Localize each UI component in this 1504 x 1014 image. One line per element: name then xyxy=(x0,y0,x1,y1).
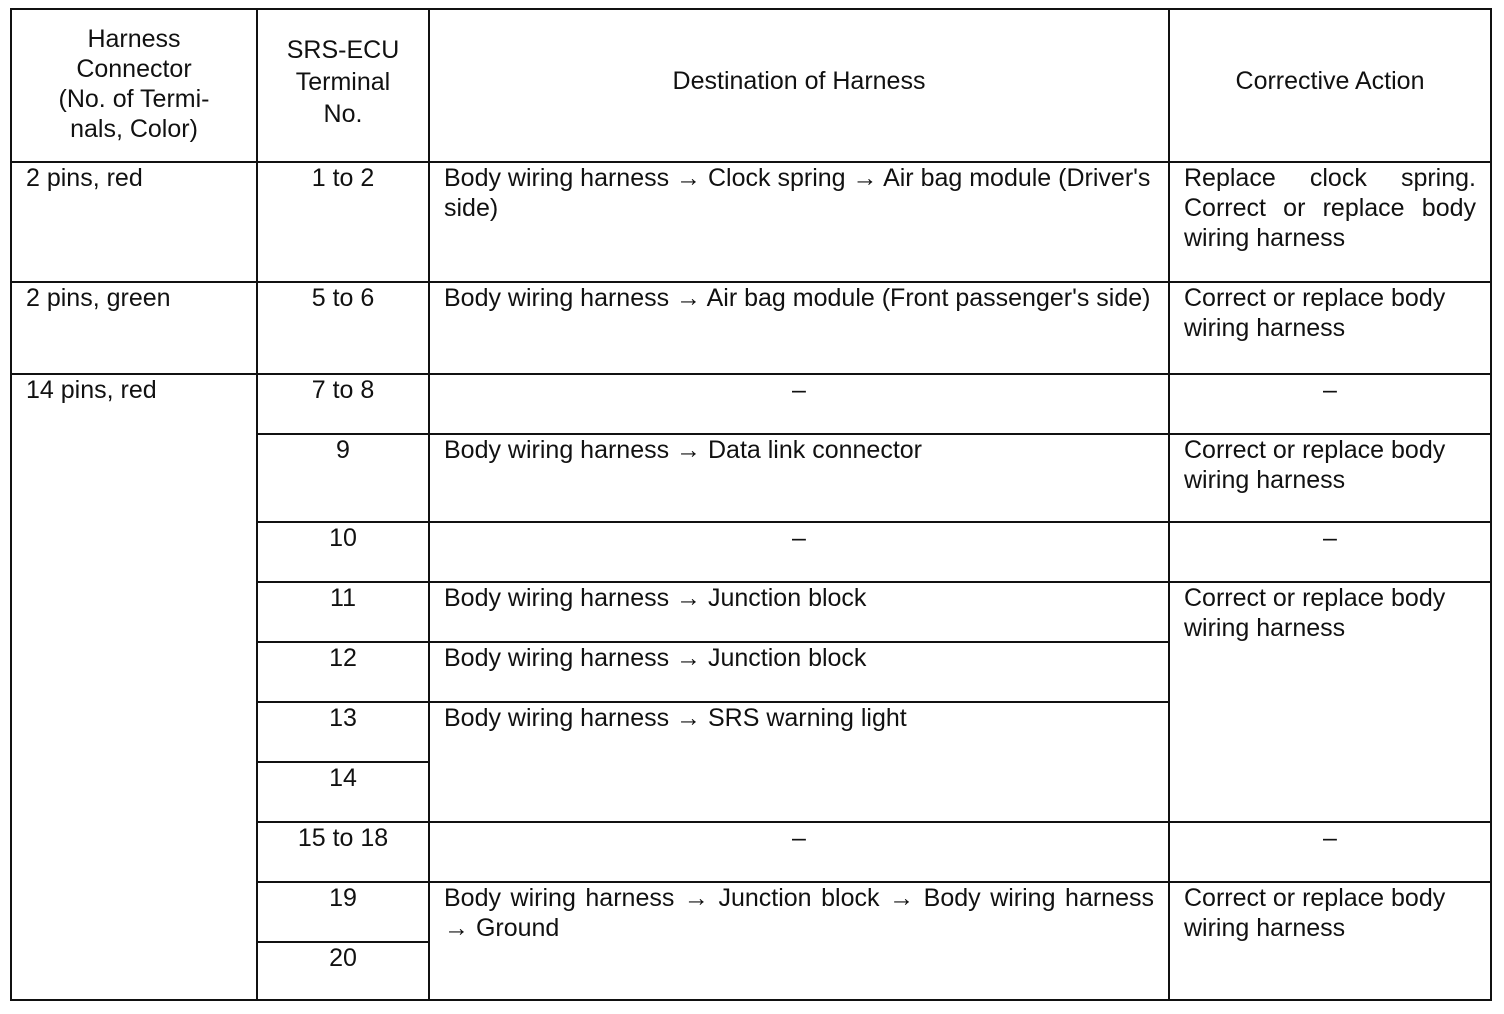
header-row xyxy=(11,9,1491,162)
connector-cell: 2 pins, green xyxy=(11,282,257,374)
destination-cell: Body wiring harness → SRS warning light xyxy=(429,702,1169,822)
action-cell: Correct or replace body wiring harness xyxy=(1169,582,1491,822)
header-terminal-no xyxy=(257,9,429,162)
terminal-cell: 5 to 6 xyxy=(257,282,429,374)
terminal-cell: 12 xyxy=(257,642,429,702)
action-cell: Correct or replace body wiring harness xyxy=(1169,282,1491,374)
header-harness-connector-line: Connector xyxy=(76,55,192,83)
destination-cell: Body wiring harness → Junction block xyxy=(429,582,1169,642)
table-row xyxy=(11,374,1491,434)
destination-cell: Body wiring harness → Junction block → Body wiring harness → Ground xyxy=(429,882,1169,1000)
terminal-cell: 10 xyxy=(257,522,429,582)
connector-cell: 14 pins, red xyxy=(11,374,257,1000)
header-terminal-no-line: No. xyxy=(323,100,363,128)
destination-cell: Body wiring harness → Junction block xyxy=(429,642,1169,702)
terminal-cell: 1 to 2 xyxy=(257,162,429,282)
destination-cell: – xyxy=(429,374,1169,434)
terminal-cell: 7 to 8 xyxy=(257,374,429,434)
action-cell: Correct or replace body wiring harness xyxy=(1169,882,1491,1000)
terminal-cell: 15 to 18 xyxy=(257,822,429,882)
action-cell: – xyxy=(1169,374,1491,434)
header-harness-connector-line: Harness xyxy=(87,25,181,53)
header-corrective-action: Corrective Action xyxy=(1169,9,1491,162)
destination-cell: Body wiring harness → Data link connector xyxy=(429,434,1169,522)
terminal-cell: 11 xyxy=(257,582,429,642)
action-cell: Correct or replace body wiring harness xyxy=(1169,434,1491,522)
action-cell: – xyxy=(1169,822,1491,882)
table-row xyxy=(11,282,1491,374)
table-row xyxy=(11,162,1491,282)
header-harness-connector-line: nals, Color) xyxy=(70,115,198,143)
header-harness-connector xyxy=(11,9,257,162)
header-destination: Destination of Harness xyxy=(429,9,1169,162)
action-cell: – xyxy=(1169,522,1491,582)
srs-ecu-harness-table xyxy=(10,8,1492,1001)
destination-cell: Body wiring harness → Clock spring → Air bag module (Driver's side) xyxy=(429,162,1169,282)
terminal-cell: 20 xyxy=(257,942,429,1000)
connector-cell: 2 pins, red xyxy=(11,162,257,282)
action-cell: Replace clock spring. Correct or replace body wiring harness xyxy=(1169,162,1491,282)
terminal-cell: 19 xyxy=(257,882,429,942)
header-terminal-no-line: Terminal xyxy=(295,68,391,96)
header-harness-connector-line: (No. of Termi- xyxy=(58,85,210,113)
destination-cell: Body wiring harness → Air bag module (Front passenger's side) xyxy=(429,282,1169,374)
terminal-cell: 13 xyxy=(257,702,429,762)
destination-cell: – xyxy=(429,822,1169,882)
header-terminal-no-line: SRS-ECU xyxy=(286,36,400,64)
terminal-cell: 9 xyxy=(257,434,429,522)
destination-cell: – xyxy=(429,522,1169,582)
terminal-cell: 14 xyxy=(257,762,429,822)
